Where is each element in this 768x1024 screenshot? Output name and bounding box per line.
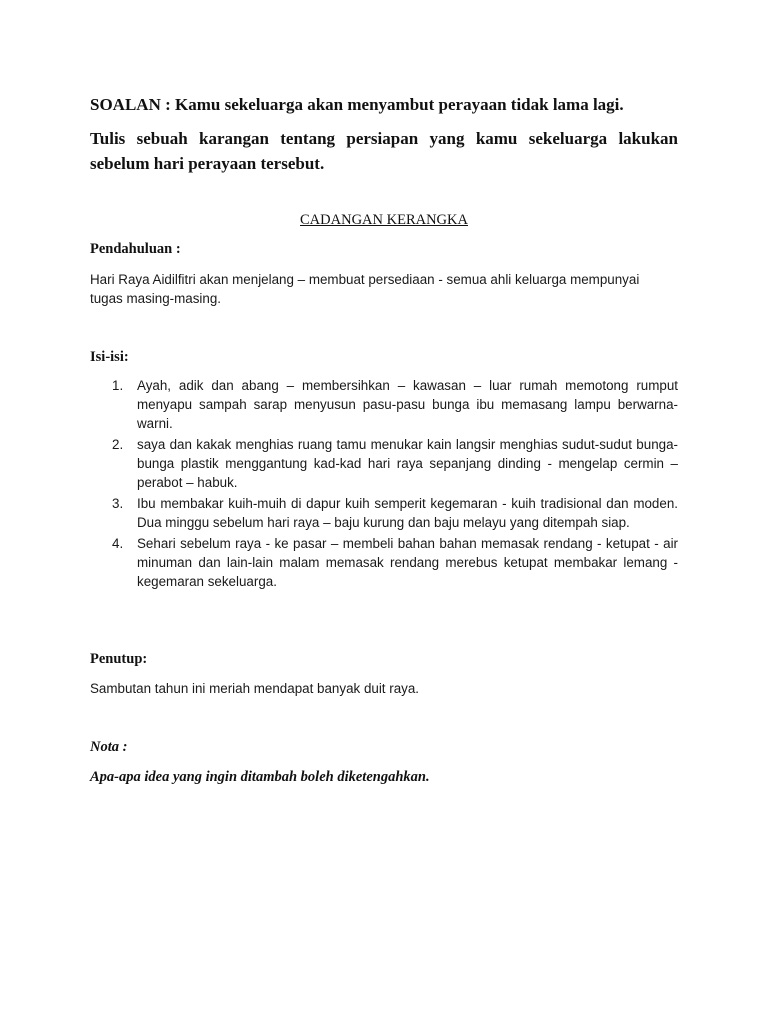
intro-heading: Pendahuluan :: [90, 241, 181, 257]
list-item-number: 1.: [112, 378, 124, 393]
list-item: [90, 376, 678, 433]
list-item-number: 4.: [112, 536, 124, 551]
document-page: [90, 0, 678, 1024]
list-item-number: 3.: [112, 496, 124, 511]
question-instruction: Tulis sebuah karangan tentang persiapan yang kamu sekeluarga lakukan sebelum hari perayaan tersebut.: [90, 129, 678, 173]
question-line: SOALAN : Kamu sekeluarga akan menyambut perayaan tidak lama lagi.: [90, 95, 624, 114]
list-item-number: 2.: [112, 437, 124, 452]
list-item-text: saya dan kakak menghias ruang tamu menukar kain langsir menghias sudut-sudut bunga-bunga plastik menggantung kad-kad hari raya sepanjang dinding - mengelap cermin – perabot – habuk.: [137, 437, 678, 490]
list-item: [90, 494, 678, 532]
note-heading: Nota :: [90, 739, 128, 755]
outline-title: CADANGAN KERANGKA: [300, 212, 468, 228]
closing-heading: Penutup:: [90, 651, 148, 667]
note-text: Apa-apa idea yang ingin ditambah boleh diketengahkan.: [90, 769, 430, 785]
list-item-text: Sehari sebelum raya - ke pasar – membeli bahan bahan memasak rendang - ketupat - air minuman dan lain-lain malam memasak rendang merebus ketupat membakar lemang - kegemaran sekeluarga.: [137, 536, 678, 589]
list-item: [90, 534, 678, 591]
list-item-text: Ayah, adik dan abang – membersihkan – kawasan – luar rumah memotong rumput menyapu sampah sarap menyusun pasu-pasu bunga ibu memasang lampu berwarna-warni.: [137, 378, 678, 431]
body-heading: Isi-isi:: [90, 349, 129, 365]
intro-text: Hari Raya Aidilfitri akan menjelang – membuat persediaan - semua ahli keluarga mempunyai tugas masing-masing.: [90, 272, 640, 306]
list-item: [90, 435, 678, 492]
closing-text: Sambutan tahun ini meriah mendapat banyak duit raya.: [90, 681, 420, 696]
body-points-list: [90, 376, 678, 593]
list-item-text: Ibu membakar kuih-muih di dapur kuih semperit kegemaran - kuih tradisional dan moden. Dua minggu sebelum hari raya – baju kurung dan baju melayu yang ditempah siap.: [137, 496, 678, 530]
